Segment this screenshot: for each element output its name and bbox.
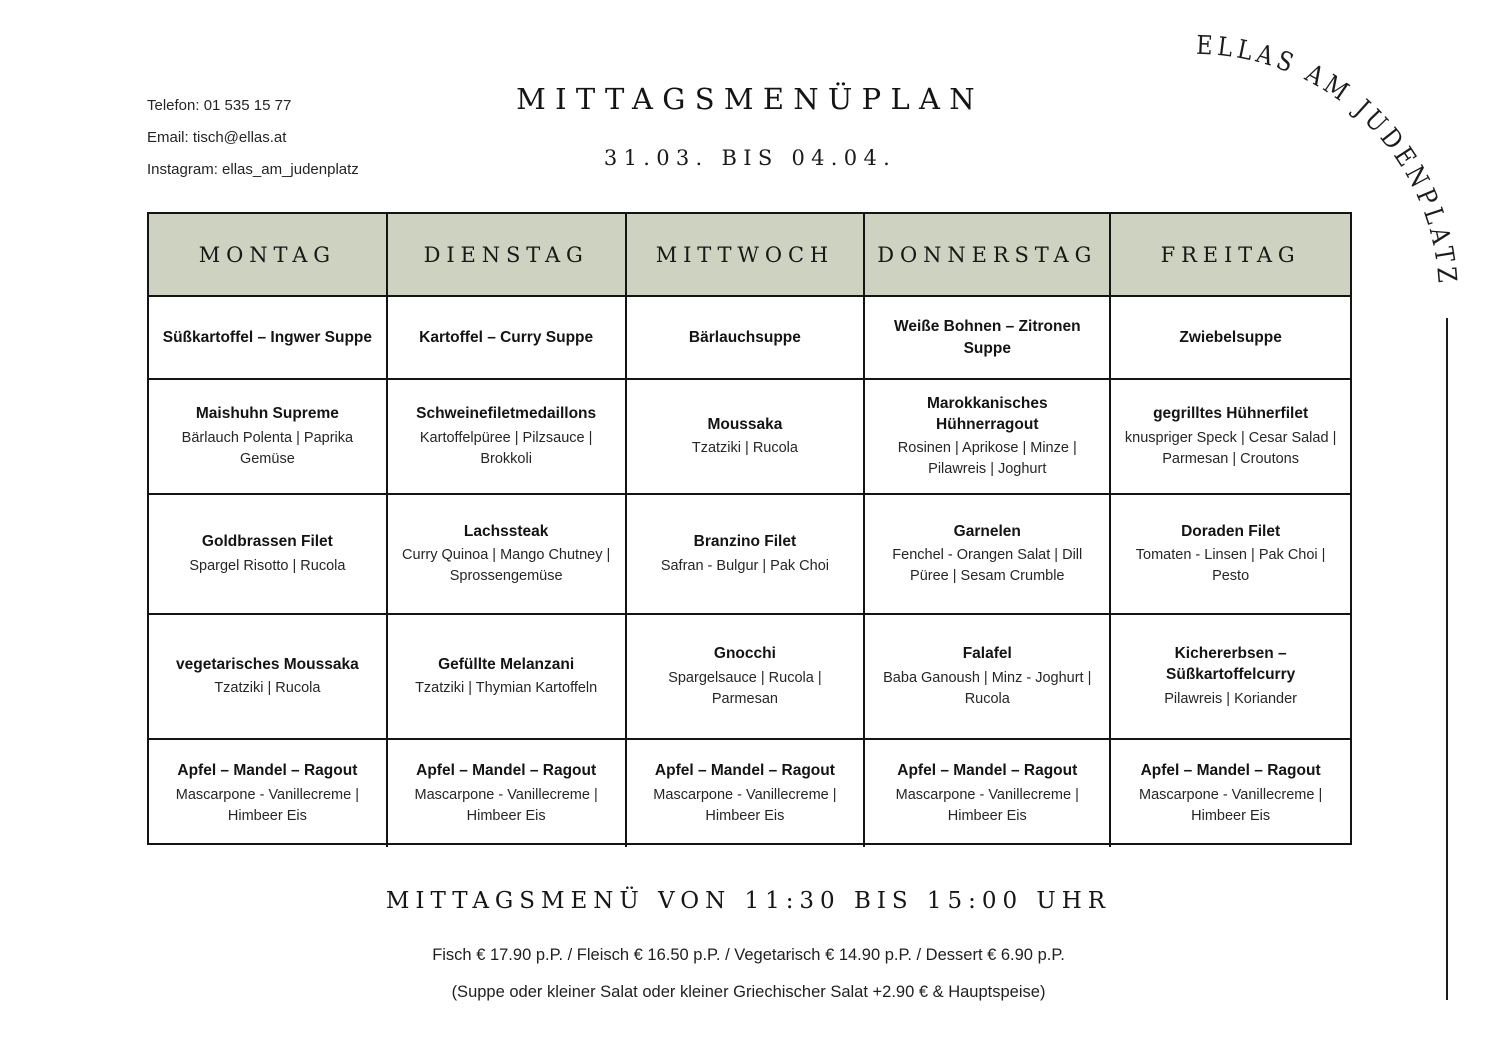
dish-detail: Mascarpone - Vanillecreme | Himbeer Eis [175, 786, 359, 824]
footer-prices: Fisch € 17.90 p.P. / Fleisch € 16.50 p.P. / Vegetarisch € 14.90 p.P. / Dessert € 6.90 p.P. [432, 946, 1065, 964]
dish-detail: Mascarpone - Vanillecreme | Himbeer Eis [1139, 786, 1323, 824]
menu-cell-suppe-montag [149, 297, 388, 380]
menu-cell-suppe-mittwoch [627, 297, 866, 380]
dish-title: Süßkartoffel – Ingwer Suppe [162, 328, 373, 346]
dish-title: Apfel – Mandel – Ragout [654, 762, 835, 780]
contact-block [147, 90, 359, 186]
dish-detail: Tomaten - Linsen | Pak Choi | Pesto [1135, 547, 1326, 585]
page-subtitle: 31.03. BIS 04.04. [603, 146, 897, 170]
contact-email: Email: tisch@ellas.at [147, 129, 287, 146]
title-block [420, 82, 1080, 170]
menu-cell-vegetarisch-donnerstag [865, 615, 1111, 740]
dish-title: Gnocchi [713, 645, 776, 663]
dish-detail: Pilawreis | Koriander [1164, 690, 1297, 707]
menu-cell-dessert-dienstag [388, 740, 627, 847]
dish-detail: Mascarpone - Vanillecreme | Himbeer Eis [653, 786, 837, 824]
menu-cell-suppe-freitag [1111, 297, 1350, 380]
page-title: MITTAGSMENÜPLAN [516, 82, 984, 116]
dish-title: Moussaka [707, 415, 783, 433]
dish-detail: Spargel Risotto | Rucola [189, 557, 346, 574]
menu-cell-suppe-dienstag [388, 297, 627, 380]
menu-cell-vegetarisch-freitag [1111, 615, 1350, 740]
dish-title: Apfel – Mandel – Ragout [177, 762, 358, 780]
footer-hours: MITTAGSMENÜ VON 11:30 BIS 15:00 UHR [385, 888, 1112, 914]
dish-title: Falafel [962, 645, 1012, 663]
menu-cell-dessert-montag [149, 740, 388, 847]
dish-title: Branzino Filet [693, 533, 797, 551]
contact-telefon: Telefon: 01 535 15 77 [147, 97, 292, 114]
menu-cell-vegetarisch-mittwoch [627, 615, 866, 740]
dish-title: Apfel – Mandel – Ragout [416, 762, 597, 780]
menu-cell-dessert-freitag [1111, 740, 1350, 847]
dish-title: Bärlauchsuppe [688, 328, 801, 346]
dish-title: Weiße Bohnen – Zitronen Suppe [893, 318, 1081, 357]
footer-note: (Suppe oder kleiner Salat oder kleiner Griechischer Salat +2.90 € & Hauptspeise) [451, 983, 1046, 1001]
dish-title: Goldbrassen Filet [201, 533, 333, 551]
contact-instagram: Instagram: ellas_am_judenplatz [147, 161, 359, 178]
menu-cell-dessert-donnerstag [865, 740, 1111, 847]
menu-cell-fisch-mittwoch [627, 495, 866, 615]
dish-detail: Bärlauch Polenta | Paprika Gemüse [181, 429, 354, 467]
dish-title: Kichererbsen – Süßkartoffelcurry [1166, 645, 1296, 684]
dish-detail: Tzatziki | Rucola [691, 440, 798, 457]
dish-title: Doraden Filet [1181, 522, 1281, 540]
menu-cell-dessert-mittwoch [627, 740, 866, 847]
dish-detail: Baba Ganoush | Minz - Joghurt | Rucola [883, 669, 1092, 707]
day-header-montag: MONTAG [149, 214, 388, 297]
menu-cell-fleisch-mittwoch [627, 380, 866, 495]
menu-cell-fleisch-montag [149, 380, 388, 495]
dish-title: Kartoffel – Curry Suppe [419, 328, 594, 346]
dish-detail: Safran - Bulgur | Pak Choi [660, 557, 829, 574]
day-header-dienstag: DIENSTAG [388, 214, 627, 297]
dish-title: Marokkanisches Hühnerragout [926, 394, 1048, 433]
dish-detail: Tzatziki | Rucola [214, 680, 321, 697]
menu-cell-vegetarisch-montag [149, 615, 388, 740]
menu-cell-fleisch-freitag [1111, 380, 1350, 495]
menu-cell-fisch-montag [149, 495, 388, 615]
menu-cell-suppe-donnerstag [865, 297, 1111, 380]
dish-detail: Curry Quinoa | Mango Chutney | Sprossengemüse [402, 547, 611, 585]
dish-title: Apfel – Mandel – Ragout [1140, 762, 1321, 780]
dish-detail: knuspriger Speck | Cesar Salad | Parmesan | Croutons [1124, 429, 1337, 467]
dish-detail: Mascarpone - Vanillecreme | Himbeer Eis [895, 786, 1079, 824]
dish-detail: Kartoffelpüree | Pilzsauce | Brokkoli [419, 429, 593, 467]
dish-detail: Fenchel - Orangen Salat | Dill Püree | Sesam Crumble [892, 547, 1083, 585]
menu-table [147, 212, 1352, 845]
dish-title: Zwiebelsuppe [1179, 328, 1282, 346]
dish-detail: Spargelsauce | Rucola | Parmesan [668, 669, 822, 707]
day-header-mittwoch: MITTWOCH [627, 214, 866, 297]
menu-cell-vegetarisch-dienstag [388, 615, 627, 740]
menu-cell-fleisch-dienstag [388, 380, 627, 495]
dish-title: Garnelen [953, 522, 1021, 540]
day-header-donnerstag: DONNERSTAG [865, 214, 1111, 297]
dish-title: Maishuhn Supreme [195, 405, 339, 423]
logo-arc-text: ELLAS AM JUDENPLATZ [1195, 30, 1463, 292]
menu-cell-fisch-freitag [1111, 495, 1350, 615]
menu-cell-fleisch-donnerstag [865, 380, 1111, 495]
dish-title: gegrilltes Hühnerfilet [1153, 405, 1309, 423]
dish-title: Lachssteak [463, 522, 549, 540]
day-header-freitag: FREITAG [1111, 214, 1350, 297]
dish-title: vegetarisches Moussaka [176, 655, 359, 673]
menu-cell-fisch-donnerstag [865, 495, 1111, 615]
dish-title: Schweinefiletmedaillons [416, 405, 597, 423]
dish-detail: Mascarpone - Vanillecreme | Himbeer Eis [414, 786, 598, 824]
dish-detail: Rosinen | Aprikose | Minze | Pilawreis | Joghurt [897, 440, 1077, 478]
dish-title: Gefüllte Melanzani [438, 655, 575, 673]
menu-cell-fisch-dienstag [388, 495, 627, 615]
dish-detail: Tzatziki | Thymian Kartoffeln [415, 680, 598, 697]
dish-title: Apfel – Mandel – Ragout [897, 762, 1078, 780]
